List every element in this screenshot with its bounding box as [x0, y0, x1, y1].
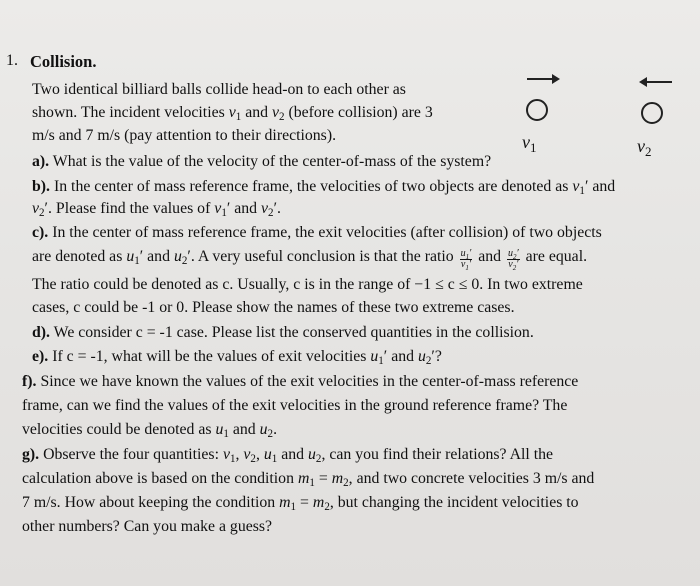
part-c-line-2: are denoted as $u_1'$ and $u_2'$. A very useful conclusion is that the ratio $\frac{u_1'}{v_1'}$ and $\frac{u_2'}{v_2'}$ are equal.: [32, 248, 588, 272]
ball2-velocity-label: $v_2$: [637, 136, 652, 159]
part-f-line-2: frame, can we find the values of the exit velocities in the ground reference frame? The: [22, 397, 568, 414]
problem-title: Collision.: [30, 52, 97, 71]
ratio-u1-v1: $\frac{u_1'}{v_1'}$: [460, 248, 472, 272]
part-g-line-1: g). Observe the four quantities: $v_1$, $v_2$, $u_1$ and $u_2$, can you find their relations? All the: [22, 446, 554, 465]
part-g-line-2: calculation above is based on the condition $m_1 = m_2$, and two concrete velocities 3 m/s and: [22, 470, 595, 489]
part-g-line-3: 7 m/s. How about keeping the condition $m_1 = m_2$, but changing the incident velocities to: [22, 494, 579, 513]
part-b-line-1: b). In the center of mass reference frame, the velocities of two objects are denoted as $v_1'$ and: [32, 178, 616, 197]
ball-1: [527, 100, 547, 120]
part-g-line-4: other numbers? Can you make a guess?: [22, 518, 273, 535]
ratio-u2-v2: $\frac{u_2'}{v_2'}$: [508, 248, 519, 272]
part-e: e). If c = -1, what will be the values of exit velocities $u_1'$ and $u_2'$?: [32, 348, 442, 367]
part-a: a). What is the value of the velocity of the center-of-mass of the system?: [32, 153, 492, 170]
intro-line-2: shown. The incident velocities $v_1$ and $v_2$ (before collision) are 3: [32, 104, 433, 123]
problem-number: 1.: [6, 52, 18, 69]
part-c-line-3: The ratio could be denoted as c. Usually, c is in the range of −1 ≤ c ≤ 0. In two extreme: [32, 276, 583, 293]
part-c-line-4: cases, c could be -1 or 0. Please show the names of these two extreme cases.: [32, 299, 515, 316]
arrow-right-icon: [527, 74, 560, 84]
intro-line-1: Two identical billiard balls collide head-on to each other as: [32, 81, 406, 98]
part-f-line-3: velocities could be denoted as $u_1$ and $u_2$.: [22, 421, 278, 440]
part-c-line-1: c). In the center of mass reference frame, the exit velocities (after collision) of two objects: [32, 224, 602, 241]
part-f-line-1: f). Since we have known the values of the exit velocities in the center-of-mass reference: [22, 373, 579, 390]
ball1-velocity-label: $v_1$: [522, 132, 537, 155]
arrow-left-icon: [639, 77, 672, 87]
part-d: d). We consider c = -1 case. Please list the conserved quantities in the collision.: [32, 324, 534, 341]
ball-2: [642, 103, 662, 123]
intro-line-3: m/s and 7 m/s (pay attention to their directions).: [32, 127, 337, 144]
part-b-line-2: $v_2'$. Please find the values of $v_1'$ and $v_2'$.: [32, 200, 281, 219]
